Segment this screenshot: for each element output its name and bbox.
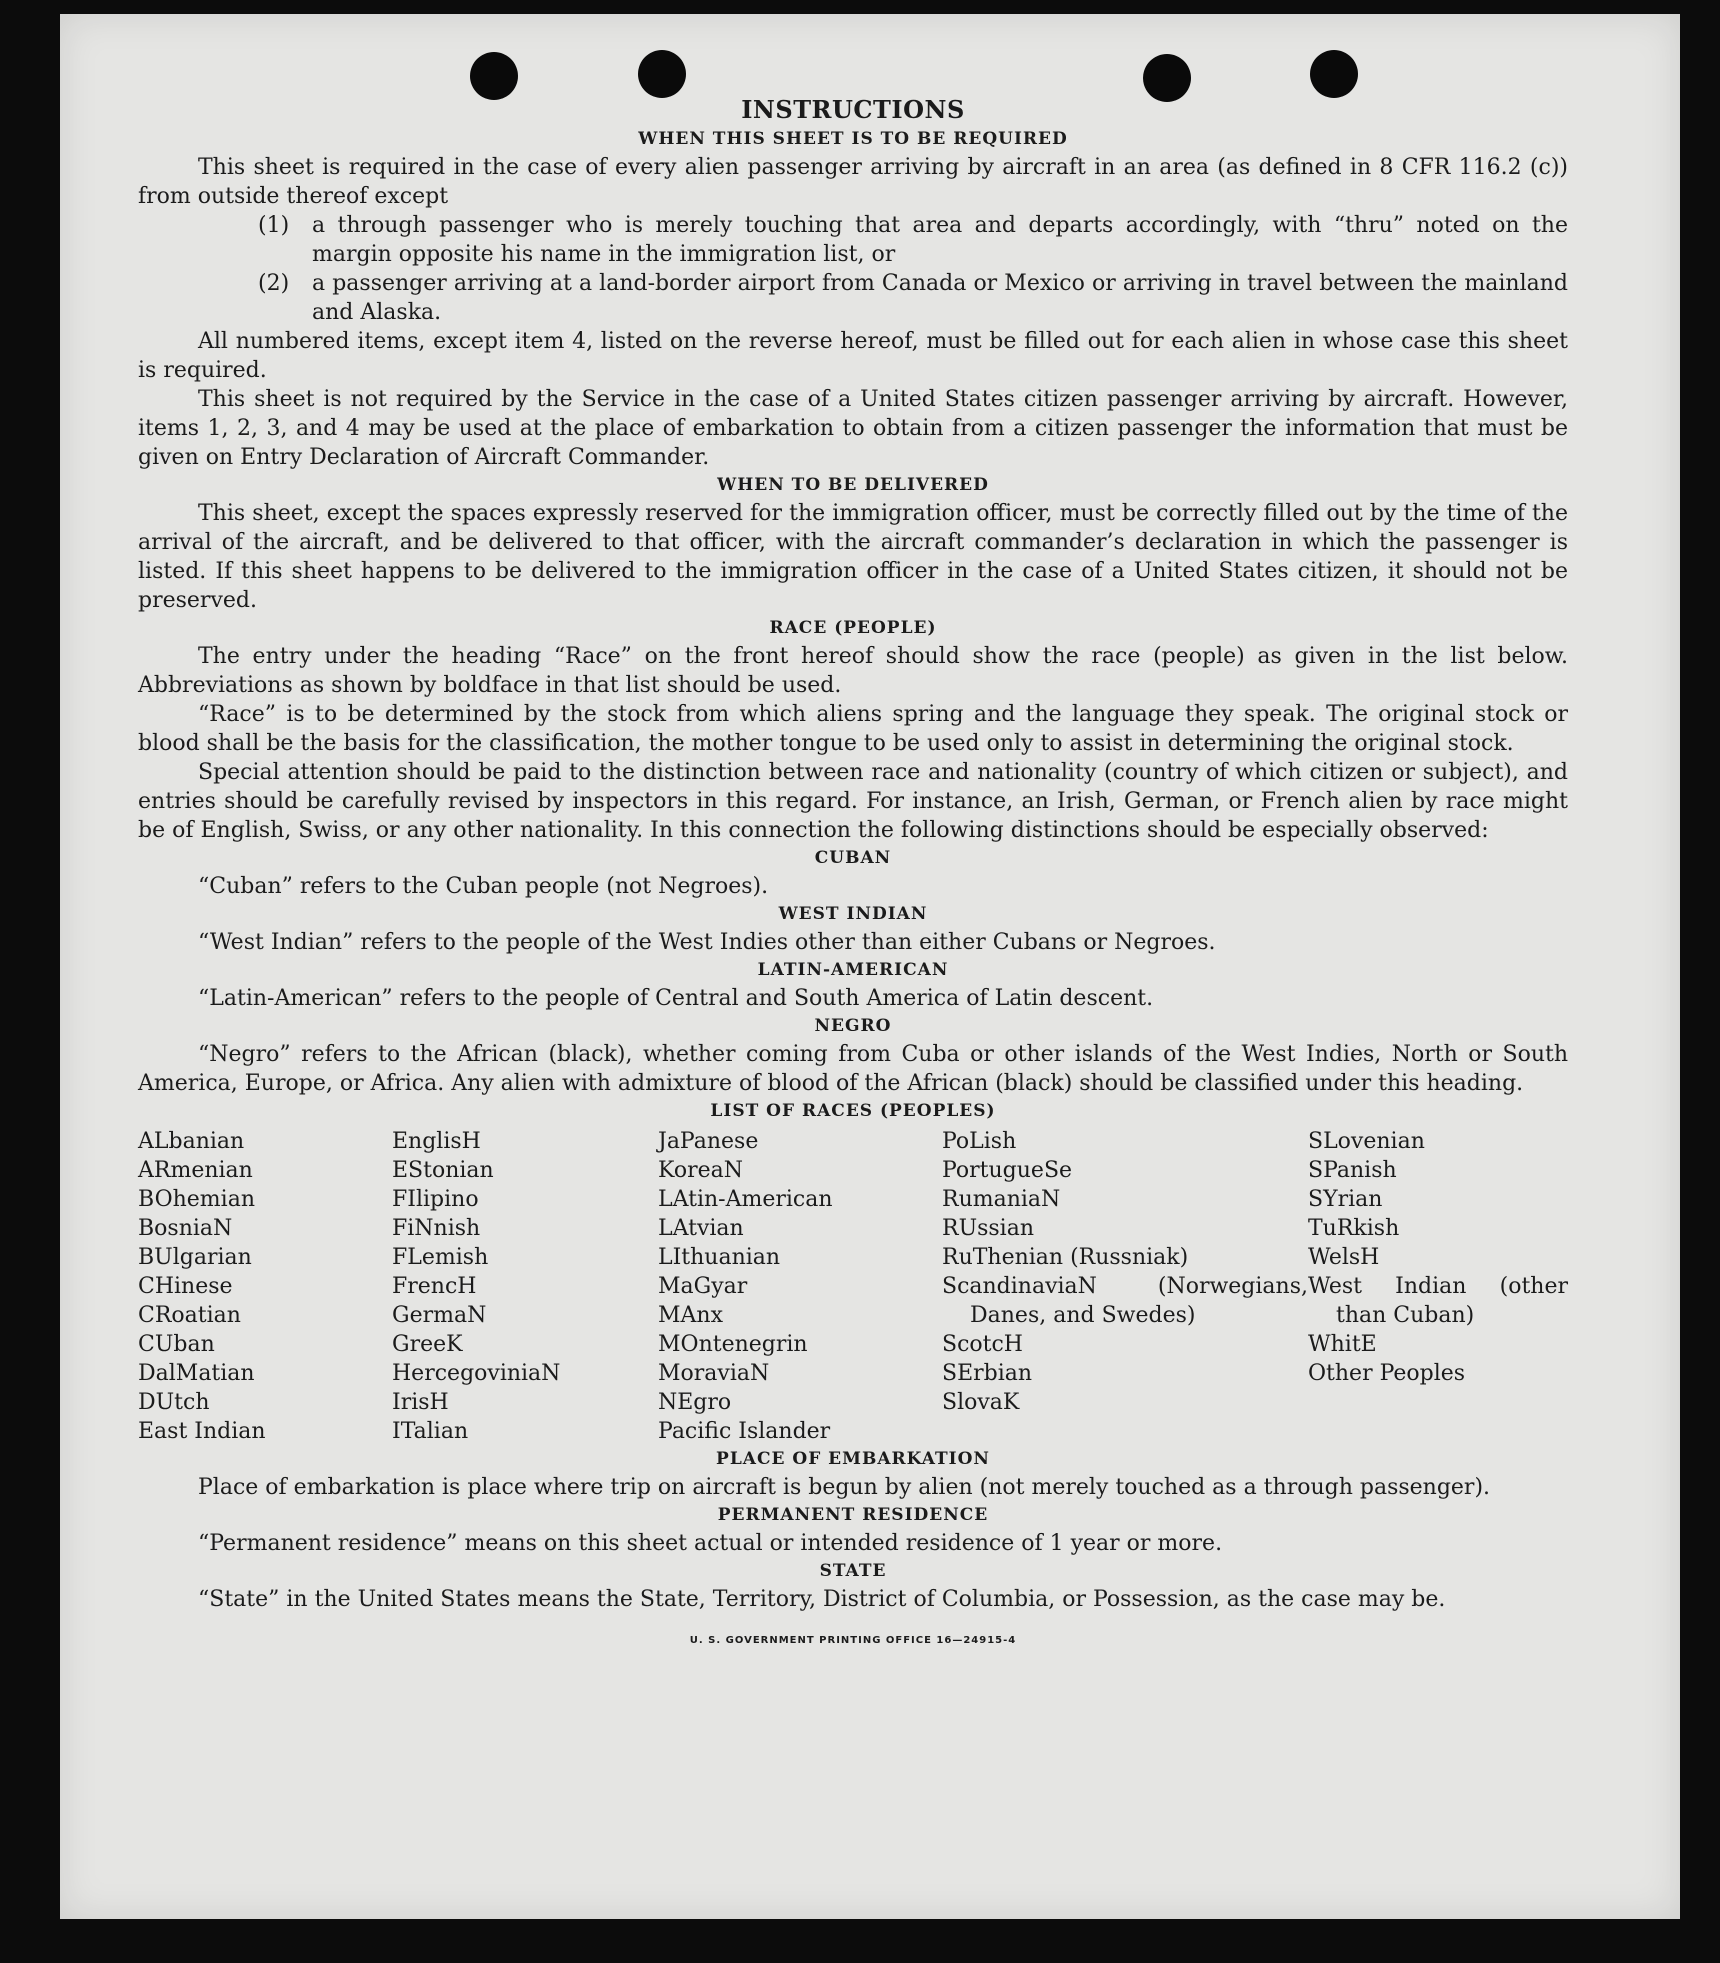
section-heading-latin-american: LATIN-AMERICAN [757,960,949,980]
race-item: RuThenian (Russniak) [942,1245,1189,1270]
punch-hole [638,50,686,98]
race-item: GermaN [392,1303,487,1328]
race-item: East Indian [138,1419,266,1444]
paragraph: “Negro” refers to the African (black), whether coming from Cuba or other islands of the West Indies, North or South America, Europe, or Africa. Any alien with admixture of blood of the African (black) should be classified under this heading. [138,1042,1568,1096]
races-list [138,1127,1568,1446]
race-item: SlovaK [942,1390,1020,1415]
paragraph: “State” in the United States means the State, Territory, District of Columbia, or Possession, as the case may be. [198,1587,1446,1612]
race-item: FIlipino [392,1187,479,1212]
race-item: TuRkish [1308,1216,1400,1241]
race-item: ScandinaviaN (Norwegians, Danes, and Swedes) [942,1274,1308,1328]
paragraph: “West Indian” refers to the people of the West Indies other than either Cubans or Negroes. [198,930,1216,955]
race-item: ALbanian [138,1129,245,1154]
race-item: SErbian [942,1361,1033,1386]
section-heading-embarkation: PLACE OF EMBARKATION [716,1449,990,1469]
item-number: (2) [258,271,290,296]
race-item: PortugueSe [942,1158,1073,1183]
race-item: DUtch [138,1390,210,1415]
race-item: Other Peoples [1308,1361,1466,1386]
race-item: BosniaN [138,1216,233,1241]
race-item: BUlgarian [138,1245,252,1270]
race-item: FiNnish [392,1216,481,1241]
paragraph: This sheet, except the spaces expressly reserved for the immigration officer, must be correctly filled out by the time of the arrival of the aircraft, and be delivered to that officer, with the aircraft commander’s declaration in which the passenger is listed. If this sheet happens to be delivered to the immigration officer in the case of a United States citizen, it should not be preserved. [138,501,1568,613]
race-item: RUssian [942,1216,1035,1241]
section-heading-delivered: WHEN TO BE DELIVERED [717,475,989,495]
race-item: LAtin-American [658,1187,833,1212]
paragraph: Special attention should be paid to the distinction between race and nationality (country of which citizen or subject), and entries should be carefully revised by inspectors in this regard. For instance, an Irish, German, or French alien by race might be of English, Swiss, or any other nationality. In this connection the following distinctions should be especially observed: [138,760,1568,843]
race-item: BOhemian [138,1187,255,1212]
race-item: CHinese [138,1274,233,1299]
race-item: Pacific Islander [658,1419,831,1444]
race-item: SPanish [1308,1158,1397,1183]
race-item: MaGyar [658,1274,748,1299]
race-item: MOntenegrin [658,1332,808,1357]
item-text: a passenger arriving at a land-border airport from Canada or Mexico or arriving in travel between the mainland and Alaska. [312,271,1568,325]
race-item: ScotcH [942,1332,1023,1357]
paragraph: The entry under the heading “Race” on the front hereof should show the race (people) as given in the list below. Abbreviations as shown by boldface in that list should be used. [138,644,1568,698]
section-heading-required: WHEN THIS SHEET IS TO BE REQUIRED [638,129,1068,149]
paragraph: “Cuban” refers to the Cuban people (not Negroes). [198,874,769,899]
punch-hole [470,52,518,100]
races-column-2 [392,1127,658,1446]
race-item: PoLish [942,1129,1017,1154]
section-heading-negro: NEGRO [814,1016,892,1036]
paragraph: Place of embarkation is place where trip on aircraft is begun by alien (not merely touched as a through passenger). [198,1475,1491,1500]
race-item: ITalian [392,1419,469,1444]
race-item: WhitE [1308,1332,1377,1357]
race-item: JaPanese [658,1129,759,1154]
race-item: RumaniaN [942,1187,1061,1212]
section-heading-cuban: CUBAN [814,848,892,868]
document-page [60,14,1680,1919]
races-column-3 [658,1127,942,1446]
paragraph: “Permanent residence” means on this sheet actual or intended residence of 1 year or more. [198,1531,1223,1556]
printer-imprint: U. S. GOVERNMENT PRINTING OFFICE 16—24915-4 [689,1635,1017,1646]
race-item: IrisH [392,1390,449,1415]
race-item: LIthuanian [658,1245,781,1270]
race-item: FLemish [392,1245,489,1270]
races-column-4 [942,1127,1308,1446]
race-item: ARmenian [138,1158,253,1183]
document-title: INSTRUCTIONS [741,95,965,124]
section-heading-west-indian: WEST INDIAN [778,904,928,924]
numbered-item [138,269,1568,327]
race-item: NEgro [658,1390,732,1415]
document-content [138,94,1568,1655]
paragraph: This sheet is required in the case of every alien passenger arriving by aircraft in an area (as defined in 8 CFR 116.2 (c)) from outside thereof except [138,155,1568,209]
paragraph: “Latin-American” refers to the people of Central and South America of Latin descent. [198,986,1154,1011]
race-item: EnglisH [392,1129,481,1154]
section-heading-list-of-races: LIST OF RACES (PEOPLES) [710,1101,996,1121]
race-item: MoraviaN [658,1361,770,1386]
races-column-1 [138,1127,392,1446]
race-item: GreeK [392,1332,463,1357]
race-item: LAtvian [658,1216,744,1241]
race-item: SYrian [1308,1187,1383,1212]
race-item: FrencH [392,1274,477,1299]
race-item: DalMatian [138,1361,255,1386]
race-item: WelsH [1308,1245,1380,1270]
race-item: KoreaN [658,1158,743,1183]
numbered-item [138,211,1568,269]
race-item: CUban [138,1332,215,1357]
race-item: EStonian [392,1158,494,1183]
section-heading-race: RACE (PEOPLE) [769,618,937,638]
race-item: SLovenian [1308,1129,1425,1154]
paragraph: All numbered items, except item 4, listed on the reverse hereof, must be filled out for each alien in whose case this sheet is required. [138,329,1568,383]
paragraph: “Race” is to be determined by the stock from which aliens spring and the language they speak. The original stock or blood shall be the basis for the classification, the mother tongue to be used only to assist in determining the original stock. [138,702,1568,756]
section-heading-residence: PERMANENT RESIDENCE [717,1505,989,1525]
race-item: MAnx [658,1303,723,1328]
section-heading-state: STATE [819,1561,887,1581]
punch-hole [1310,50,1358,98]
item-text: a through passenger who is merely touching that area and departs accordingly, with “thru” noted on the margin opposite his name in the immigration list, or [312,213,1568,267]
races-column-5 [1308,1127,1568,1446]
race-item: CRoatian [138,1303,241,1328]
race-item: HercegoviniaN [392,1361,561,1386]
item-number: (1) [258,213,290,238]
race-item: West Indian (other than Cuban) [1308,1274,1568,1328]
paragraph: This sheet is not required by the Service in the case of a United States citizen passenger arriving by aircraft. However, items 1, 2, 3, and 4 may be used at the place of embarkation to obtain from a citizen passenger the information that must be given on Entry Declaration of Aircraft Commander. [138,387,1568,470]
